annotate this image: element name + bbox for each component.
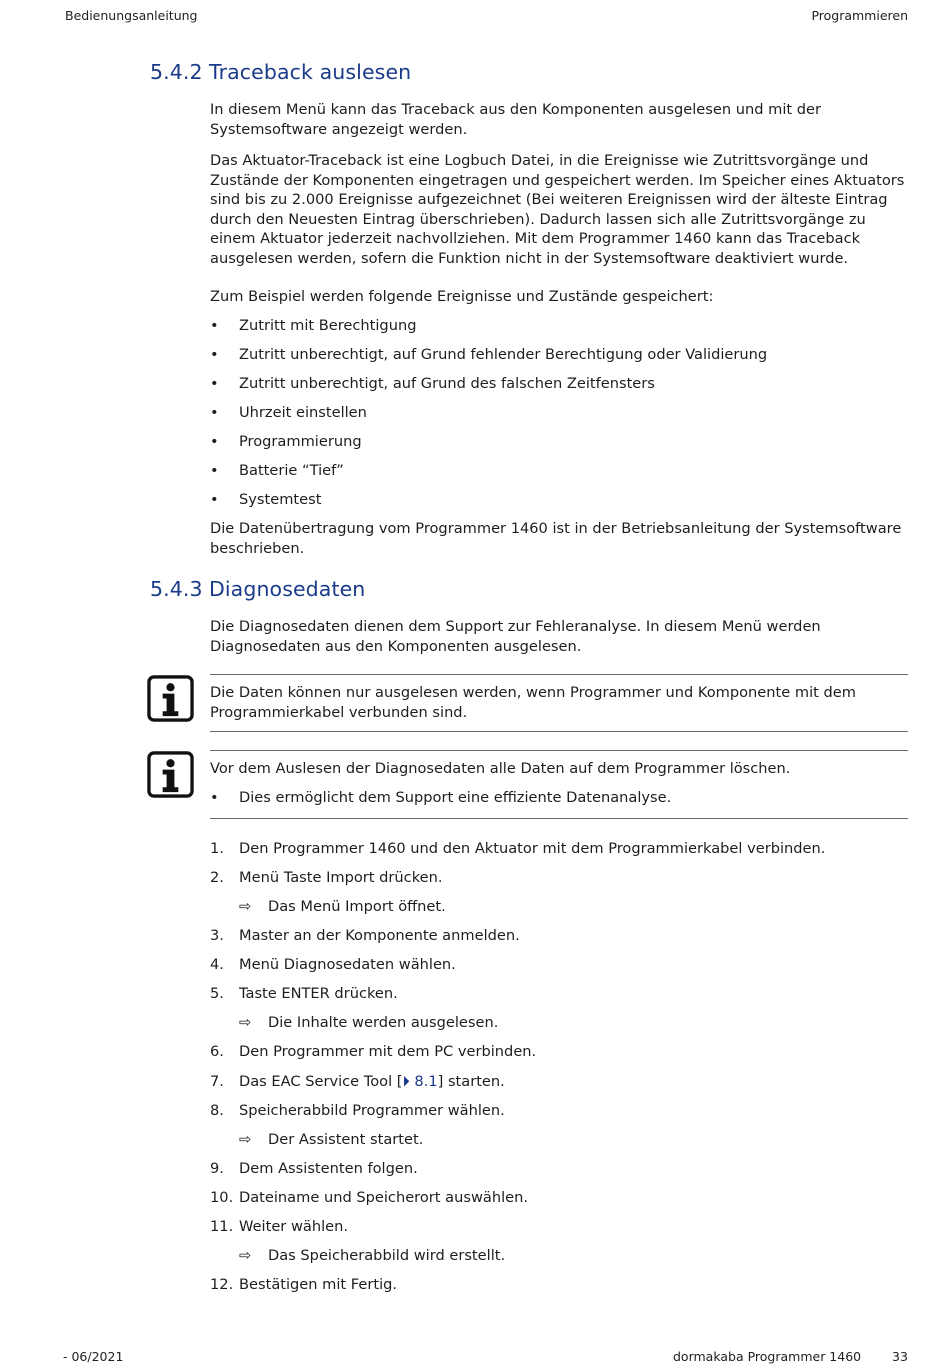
running-header-left: Bedienungsanleitung: [65, 8, 198, 23]
section-title: Diagnosedaten: [209, 577, 366, 601]
cross-reference-link[interactable]: ⏵ 8.1: [402, 1073, 438, 1090]
bullet-icon: •: [210, 375, 219, 392]
step-number: 7.: [210, 1073, 224, 1090]
paragraph: In diesem Menü kann das Traceback aus den Komponenten ausgelesen und mit der Systemsoftware angezeigt werden.: [210, 101, 822, 138]
note-rule-bottom: [210, 818, 908, 819]
paragraph: Die Datenübertragung vom Programmer 1460 ist in der Betriebsanleitung der Systemsoftware beschrieben.: [210, 520, 902, 557]
result-arrow-icon: ⇨: [239, 1014, 252, 1031]
step-text: Den Programmer mit dem PC verbinden.: [239, 1043, 537, 1060]
note-rule-top: [210, 750, 908, 751]
step-number: 1.: [210, 840, 224, 857]
step-text: Master an der Komponente anmelden.: [239, 927, 520, 944]
paragraph: Zum Beispiel werden folgende Ereignisse und Zustände gespeichert:: [210, 288, 714, 305]
result-arrow-icon: ⇨: [239, 1131, 252, 1148]
page-number: 33: [892, 1349, 908, 1364]
bullet-icon: •: [210, 789, 219, 806]
note-text: Die Daten können nur ausgelesen werden, wenn Programmer und Komponente mit dem Programmierkabel verbunden sind.: [210, 684, 856, 721]
bullet-icon: •: [210, 491, 219, 508]
step-text: Menü Taste Import drücken.: [239, 869, 443, 886]
info-icon: [147, 675, 194, 722]
bullet-icon: •: [210, 346, 219, 363]
result-text: Die Inhalte werden ausgelesen.: [268, 1014, 499, 1031]
step-number: 2.: [210, 869, 224, 886]
bullet-icon: •: [210, 317, 219, 334]
note-rule-top: [210, 674, 908, 675]
footer-date: - 06/2021: [63, 1349, 124, 1364]
section-heading-5-4-2: [150, 60, 411, 84]
section-title: Traceback auslesen: [209, 60, 412, 84]
footer-product: dormakaba Programmer 1460: [673, 1349, 862, 1364]
step-text: Bestätigen mit Fertig.: [239, 1276, 398, 1293]
section-number: 5.4.3: [150, 577, 203, 601]
step-number: 8.: [210, 1102, 224, 1119]
section-heading-5-4-3: [150, 577, 365, 601]
bullet-icon: •: [210, 433, 219, 450]
step-number: 12.: [210, 1276, 234, 1293]
step-text: Speicherabbild Programmer wählen.: [239, 1102, 505, 1119]
step-text: Taste ENTER drücken.: [239, 985, 398, 1002]
running-header-right: Programmieren: [811, 8, 908, 23]
step-number: 3.: [210, 927, 224, 944]
result-text: Das Speicherabbild wird erstellt.: [268, 1247, 506, 1264]
step-number: 4.: [210, 956, 224, 973]
step-text: Dem Assistenten folgen.: [239, 1160, 418, 1177]
info-icon: [147, 751, 194, 798]
step-text: Dateiname und Speicherort auswählen.: [239, 1189, 528, 1206]
note-text: Vor dem Auslesen der Diagnosedaten alle Daten auf dem Programmer löschen.: [210, 760, 791, 777]
step-number: 9.: [210, 1160, 224, 1177]
step-text: Weiter wählen.: [239, 1218, 348, 1235]
step-number: 11.: [210, 1218, 234, 1235]
result-text: Das Menü Import öffnet.: [268, 898, 446, 915]
paragraph: Die Diagnosedaten dienen dem Support zur Fehleranalyse. In diesem Menü werden Diagnosedaten aus den Komponenten ausgelesen.: [210, 618, 821, 655]
step-number: 10.: [210, 1189, 234, 1206]
step-text: Das EAC Service Tool [⏵ 8.1] starten.: [239, 1073, 505, 1090]
step-number: 6.: [210, 1043, 224, 1060]
step-text: Den Programmer 1460 und den Aktuator mit dem Programmierkabel verbinden.: [239, 840, 826, 857]
result-text: Der Assistent startet.: [268, 1131, 424, 1148]
step-number: 5.: [210, 985, 224, 1002]
note-rule-bottom: [210, 731, 908, 732]
bullet-icon: •: [210, 404, 219, 421]
result-arrow-icon: ⇨: [239, 1247, 252, 1264]
section-number: 5.4.2: [150, 60, 203, 84]
paragraph: Das Aktuator-Traceback ist eine Logbuch Datei, in die Ereignisse wie Zutrittsvorgänge und Zustände der Komponenten eingetragen und gespeichert werden. Im Speicher eines Aktuators sind bis zu 2.000 Ereignisse aufgezeichnet (Bei weiteren Ereignissen wird der älteste Eintrag durch den Neuesten Eintrag überschrieben). Dadurch lassen sich alle Zutrittsvorgänge zu einem Aktuator jederzeit nachvollziehen. Mit dem Programmer 1460 kann das Traceback ausgelesen werden, sofern die Funktion nicht in der Systemsoftware deaktiviert wurde.: [210, 152, 905, 267]
step-text: Menü Diagnosedaten wählen.: [239, 956, 456, 973]
bullet-icon: •: [210, 462, 219, 479]
result-arrow-icon: ⇨: [239, 898, 252, 915]
